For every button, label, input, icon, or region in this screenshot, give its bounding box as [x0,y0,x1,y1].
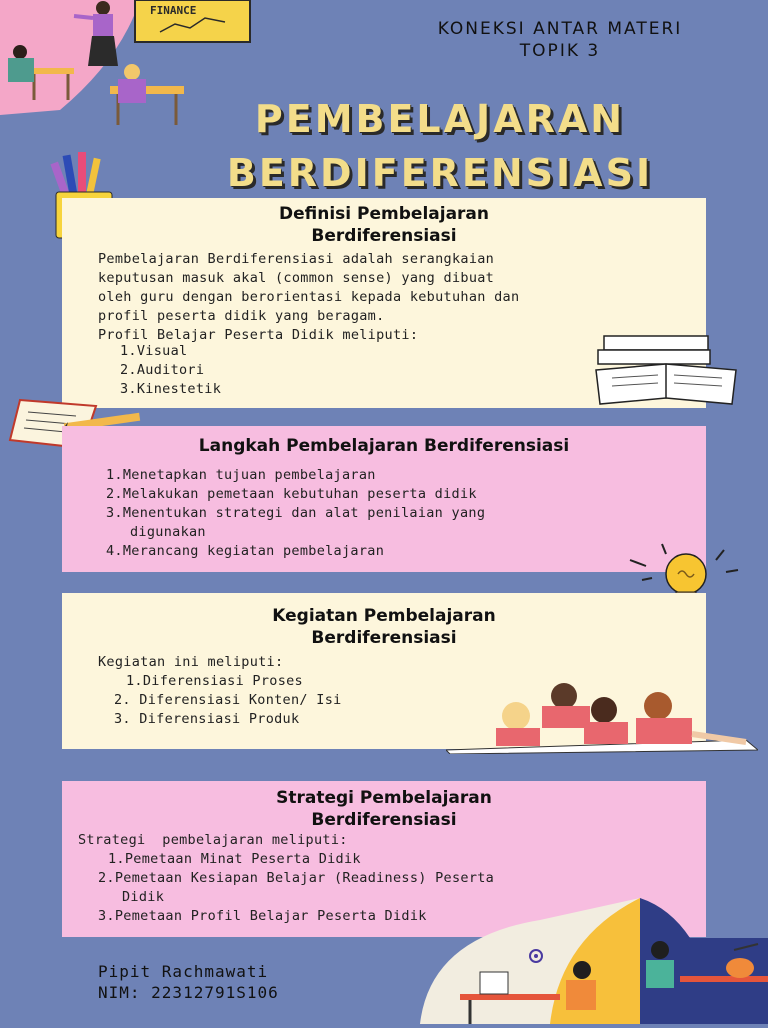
kegiatan-title-line-1: Kegiatan Pembelajaran [272,606,496,626]
kegiatan-title [192,605,576,649]
list-number: 1. [108,851,125,867]
list-item [98,869,698,888]
list-text: Pemetaan Minat Peserta Didik [124,851,361,867]
definisi-paragraph-line: profil peserta didik yang beragam. [98,308,385,324]
list-number: 3. [120,381,137,397]
books-icon [592,330,742,410]
list-text: Pemetaan Kesiapan Belajar (Readiness) Peserta [114,870,495,886]
list-text: Melakukan pemetaan kebutuhan peserta didik [122,486,477,502]
list-text: Pemetaan Profil Belajar Peserta Didik [114,908,427,924]
list-item [114,672,342,691]
students-illustration [446,680,758,754]
header-subtitle [370,18,750,62]
definisi-paragraph-line: Pembelajaran Berdiferensiasi adalah serangkaian [98,251,495,267]
strategi-title-line-1: Strategi Pembelajaran [276,788,492,808]
list-item [106,466,696,485]
author-nim: NIM: 22312791S106 [98,983,279,1002]
header-line-1: KONEKSI ANTAR MATERI [437,19,683,39]
definisi-paragraph-line: keputusan masuk akal (common sense) yang dibuat [98,270,495,286]
list-number: 1. [120,343,137,359]
definisi-title-line-2: Berdiferensiasi [311,226,457,246]
list-item [114,710,342,729]
definisi-paragraph [98,250,678,345]
page-title [160,92,720,200]
kegiatan-title-line-2: Berdiferensiasi [311,628,457,648]
profil-list [120,342,221,399]
list-text: Diferensiasi Proses [142,673,303,689]
strategi-intro: Strategi pembelajaran meliputi: [78,832,348,848]
list-item [98,850,698,869]
list-text: digunakan [130,524,206,540]
strategi-title [192,787,576,831]
page-title-line-1: PEMBELAJARAN [254,97,626,141]
kegiatan-intro: Kegiatan ini meliputi: [98,654,284,670]
definisi-title [192,203,576,247]
list-text: Visual [136,343,188,359]
langkah-card [62,426,706,572]
list-number: 1. [126,673,143,689]
list-number: 3. [106,505,123,521]
list-item [114,691,342,710]
study-desk-illustration [420,898,768,1024]
profil-intro: Profil Belajar Peserta Didik meliputi: [98,327,419,343]
list-text: Diferensiasi Produk [130,711,300,727]
list-item [106,485,696,504]
list-number: 4. [106,543,123,559]
langkah-title: Langkah Pembelajaran Berdiferensiasi [198,436,570,456]
list-text: Kinestetik [136,381,222,397]
list-item [106,504,696,523]
list-number: 2. [106,486,123,502]
list-item [106,542,696,561]
kegiatan-list [114,672,342,729]
list-item [120,361,221,380]
list-text: Auditori [136,362,205,378]
langkah-list [106,466,696,561]
list-number: 3. [114,711,131,727]
list-text: Didik [122,889,165,905]
author-name: Pipit Rachmawati [98,962,269,981]
list-text: Merancang kegiatan pembelajaran [122,543,385,559]
list-number: 1. [106,467,123,483]
strategi-title-line-2: Berdiferensiasi [311,810,457,830]
list-number: 2. [114,692,131,708]
list-number: 2. [98,870,115,886]
list-item [120,342,221,361]
list-number: 2. [120,362,137,378]
page-title-line-2: BERDIFERENSIASI [226,151,654,195]
definisi-title-line-1: Definisi Pembelajaran [279,204,489,224]
board-label: FINANCE [150,4,197,17]
list-text: Menetapkan tujuan pembelajaran [122,467,376,483]
list-number: 3. [98,908,115,924]
list-item [106,523,696,542]
list-text: Menentukan strategi dan alat penilaian yang [122,505,486,521]
definisi-paragraph-line: oleh guru dengan berorientasi kepada kebutuhan dan [98,289,520,305]
list-text: Diferensiasi Konten/ Isi [130,692,342,708]
header-line-2: TOPIK 3 [519,41,601,61]
